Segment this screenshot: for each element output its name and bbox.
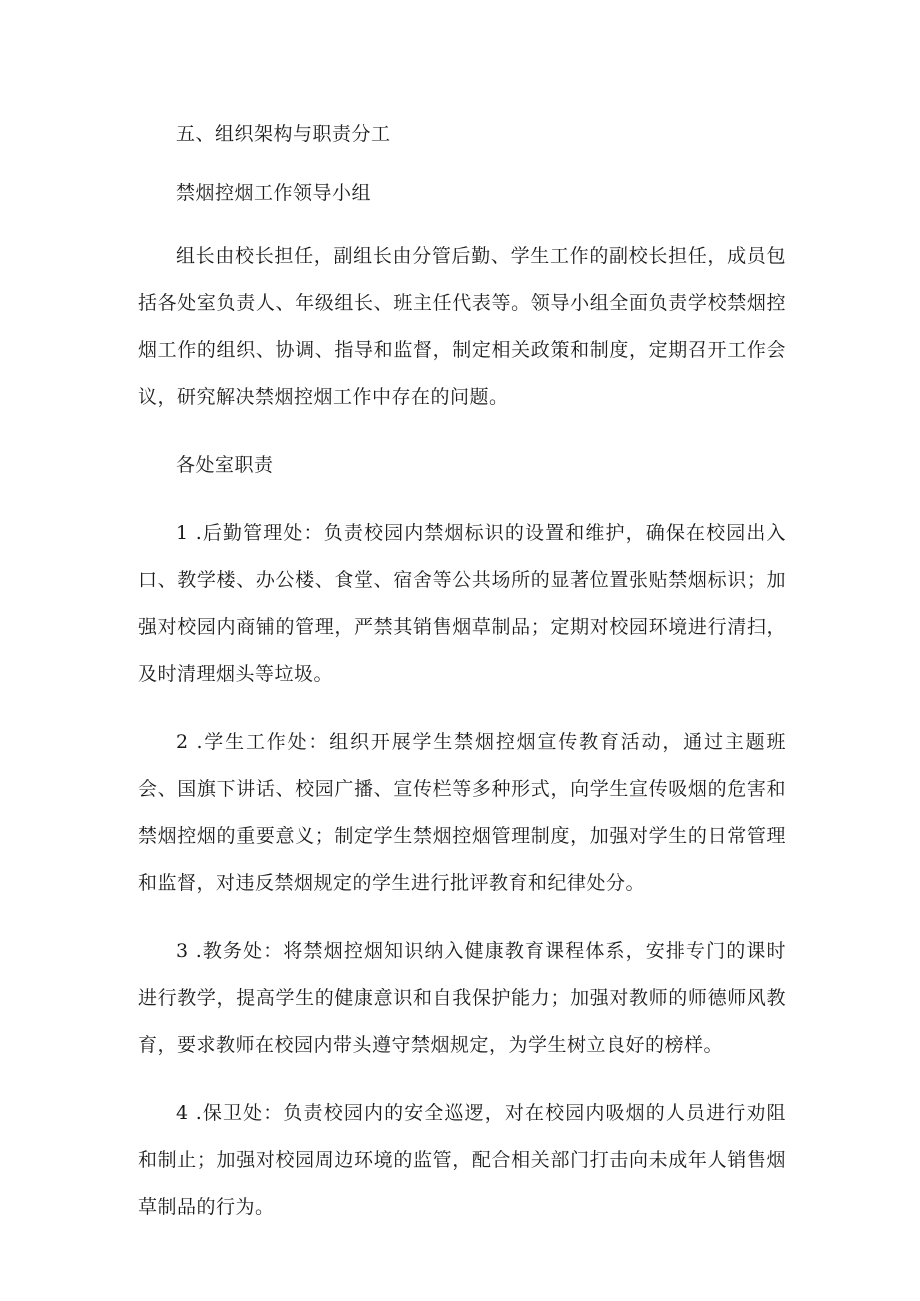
spacer: [138, 1069, 786, 1090]
spacer: [138, 698, 786, 719]
department-item-security: 4 .保卫处：负责校园内的安全巡逻，对在校园内吸烟的人员进行劝阻和制止；加强对校园周边环境的监管，配合相关部门打击向未成年人销售烟草制品的行为。: [138, 1102, 786, 1218]
spacer: [138, 158, 786, 170]
spacer: [138, 907, 786, 928]
spacer: [138, 217, 786, 233]
spacer: [138, 421, 786, 442]
section-title: 五、组织架构与职责分工: [176, 123, 391, 145]
department-item-academic-affairs: 3 .教务处：将禁烟控烟知识纳入健康教育课程体系，安排专门的课时进行教学，提高学生的健康意识和自我保护能力；加强对教师的师德师风教育，要求教师在校园内带头遵守禁烟规定，为学生树立良好的榜样。: [138, 940, 786, 1056]
departments-title: 各处室职责: [176, 454, 274, 476]
spacer: [138, 489, 786, 510]
leadership-group-title: 禁烟控烟工作领导小组: [176, 182, 372, 204]
department-item-student-affairs: 2 .学生工作处：组织开展学生禁烟控烟宣传教育活动，通过主题班会、国旗下讲话、校园广播、宣传栏等多种形式，向学生宣传吸烟的危害和禁烟控烟的重要意义；制定学生禁烟控烟管理制度，加强对学生的日常管理和监督，对违反禁烟规定的学生进行批评教育和纪律处分。: [138, 731, 786, 894]
leadership-group-paragraph: 组长由校长担任，副组长由分管后勤、学生工作的副校长担任，成员包括各处室负责人、年级组长、班主任代表等。领导小组全面负责学校禁烟控烟工作的组织、协调、指导和监督，制定相关政策和制度，定期召开工作会议，研究解决禁烟控烟工作中存在的问题。: [138, 245, 786, 408]
document-body: [138, 111, 786, 1231]
department-item-logistics: 1 .后勤管理处：负责校园内禁烟标识的设置和维护，确保在校园出入口、教学楼、办公楼、食堂、宿舍等公共场所的显著位置张贴禁烟标识；加强对校园内商铺的管理，严禁其销售烟草制品；定期对校园环境进行清扫，及时清理烟头等垃圾。: [138, 522, 786, 685]
